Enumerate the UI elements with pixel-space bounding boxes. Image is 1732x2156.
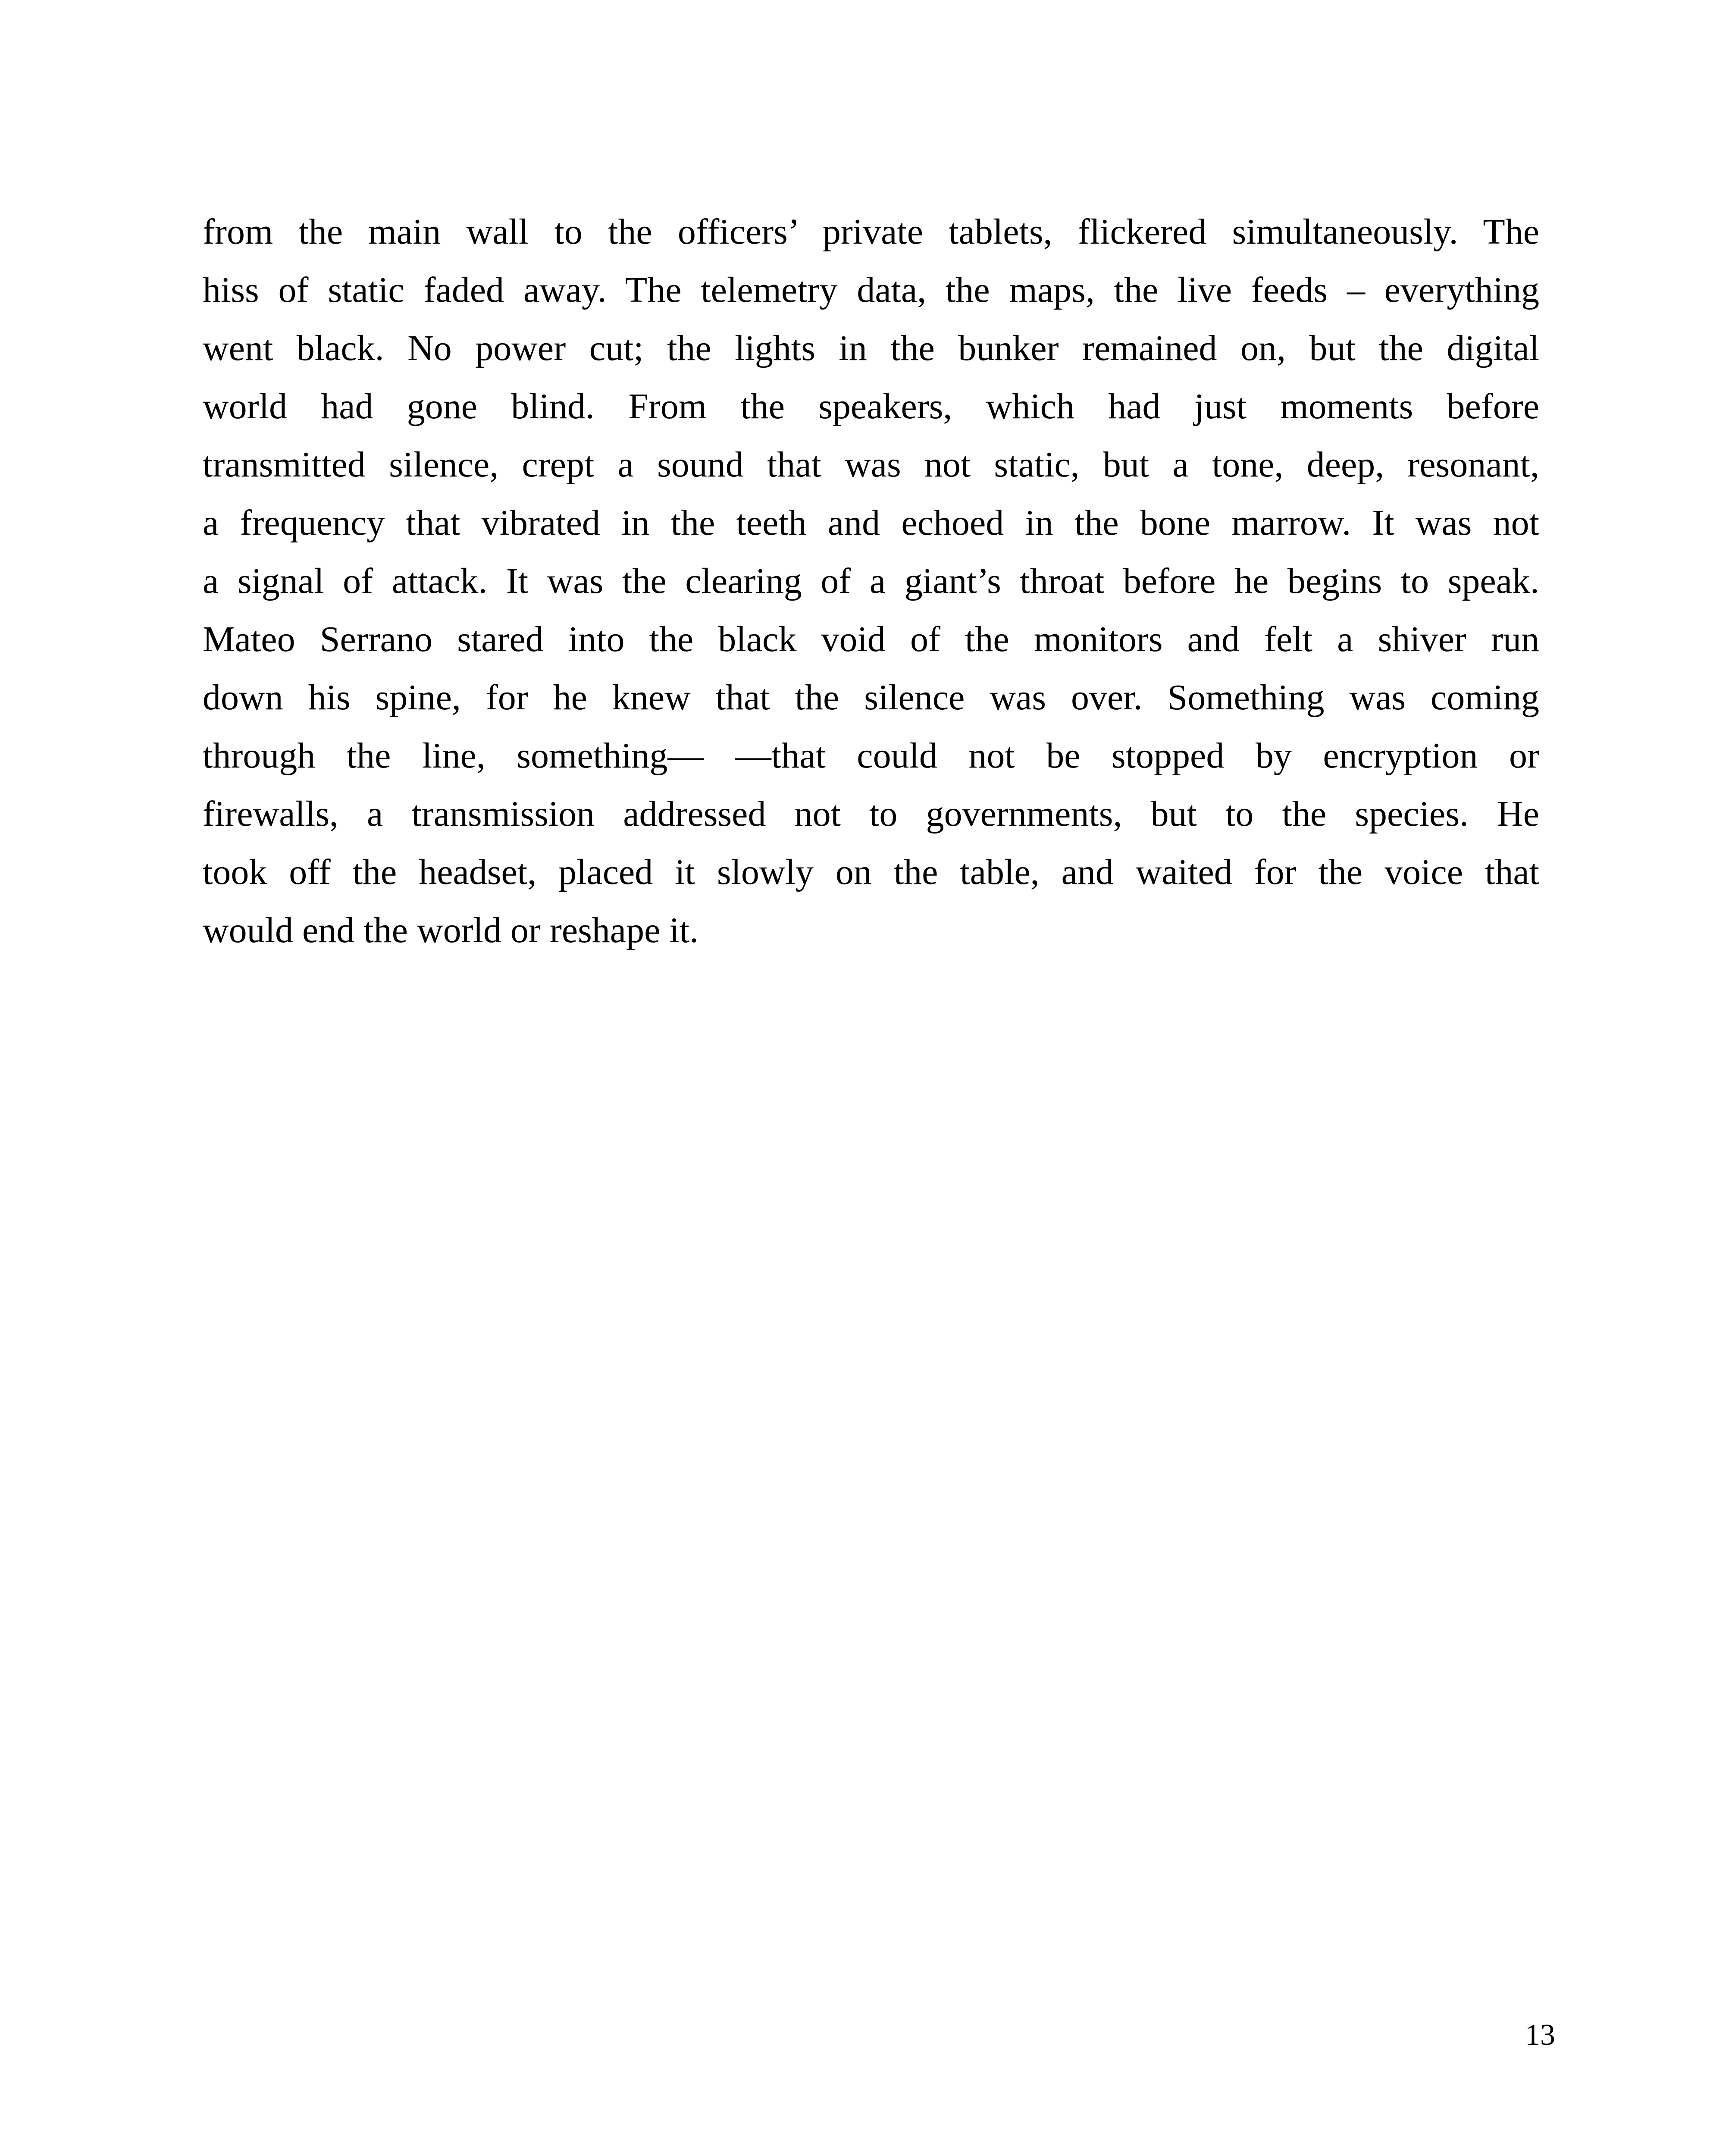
text-line: took off the headset, placed it slowly on the table, and waited for the voice that [203, 852, 1539, 892]
text-line: went black. No power cut; the lights in the bunker remained on, but the digital [203, 328, 1539, 368]
body-paragraph [203, 203, 1539, 959]
page-number: 13 [1525, 2018, 1555, 2052]
text-line: a frequency that vibrated in the teeth and echoed in the bone marrow. It was not [203, 503, 1539, 543]
text-line: would end the world or reshape it. [203, 910, 699, 950]
text-line: down his spine, for he knew that the silence was over. Something was coming [203, 677, 1539, 718]
text-line: Mateo Serrano stared into the black void of the monitors and felt a shiver run [203, 619, 1539, 659]
text-line: hiss of static faded away. The telemetry data, the maps, the live feeds – everything [203, 270, 1539, 310]
text-line: transmitted silence, crept a sound that was not static, but a tone, deep, resonant, [203, 445, 1539, 485]
text-line: world had gone blind. From the speakers, which had just moments before [203, 386, 1539, 426]
text-line: through the line, something— —that could not be stopped by encryption or [203, 736, 1539, 776]
text-line: firewalls, a transmission addressed not to governments, but to the species. He [203, 794, 1539, 834]
text-line: a signal of attack. It was the clearing of a giant’s throat before he begins to speak. [203, 561, 1539, 601]
text-line: from the main wall to the officers’ private tablets, flickered simultaneously. The [203, 212, 1539, 252]
